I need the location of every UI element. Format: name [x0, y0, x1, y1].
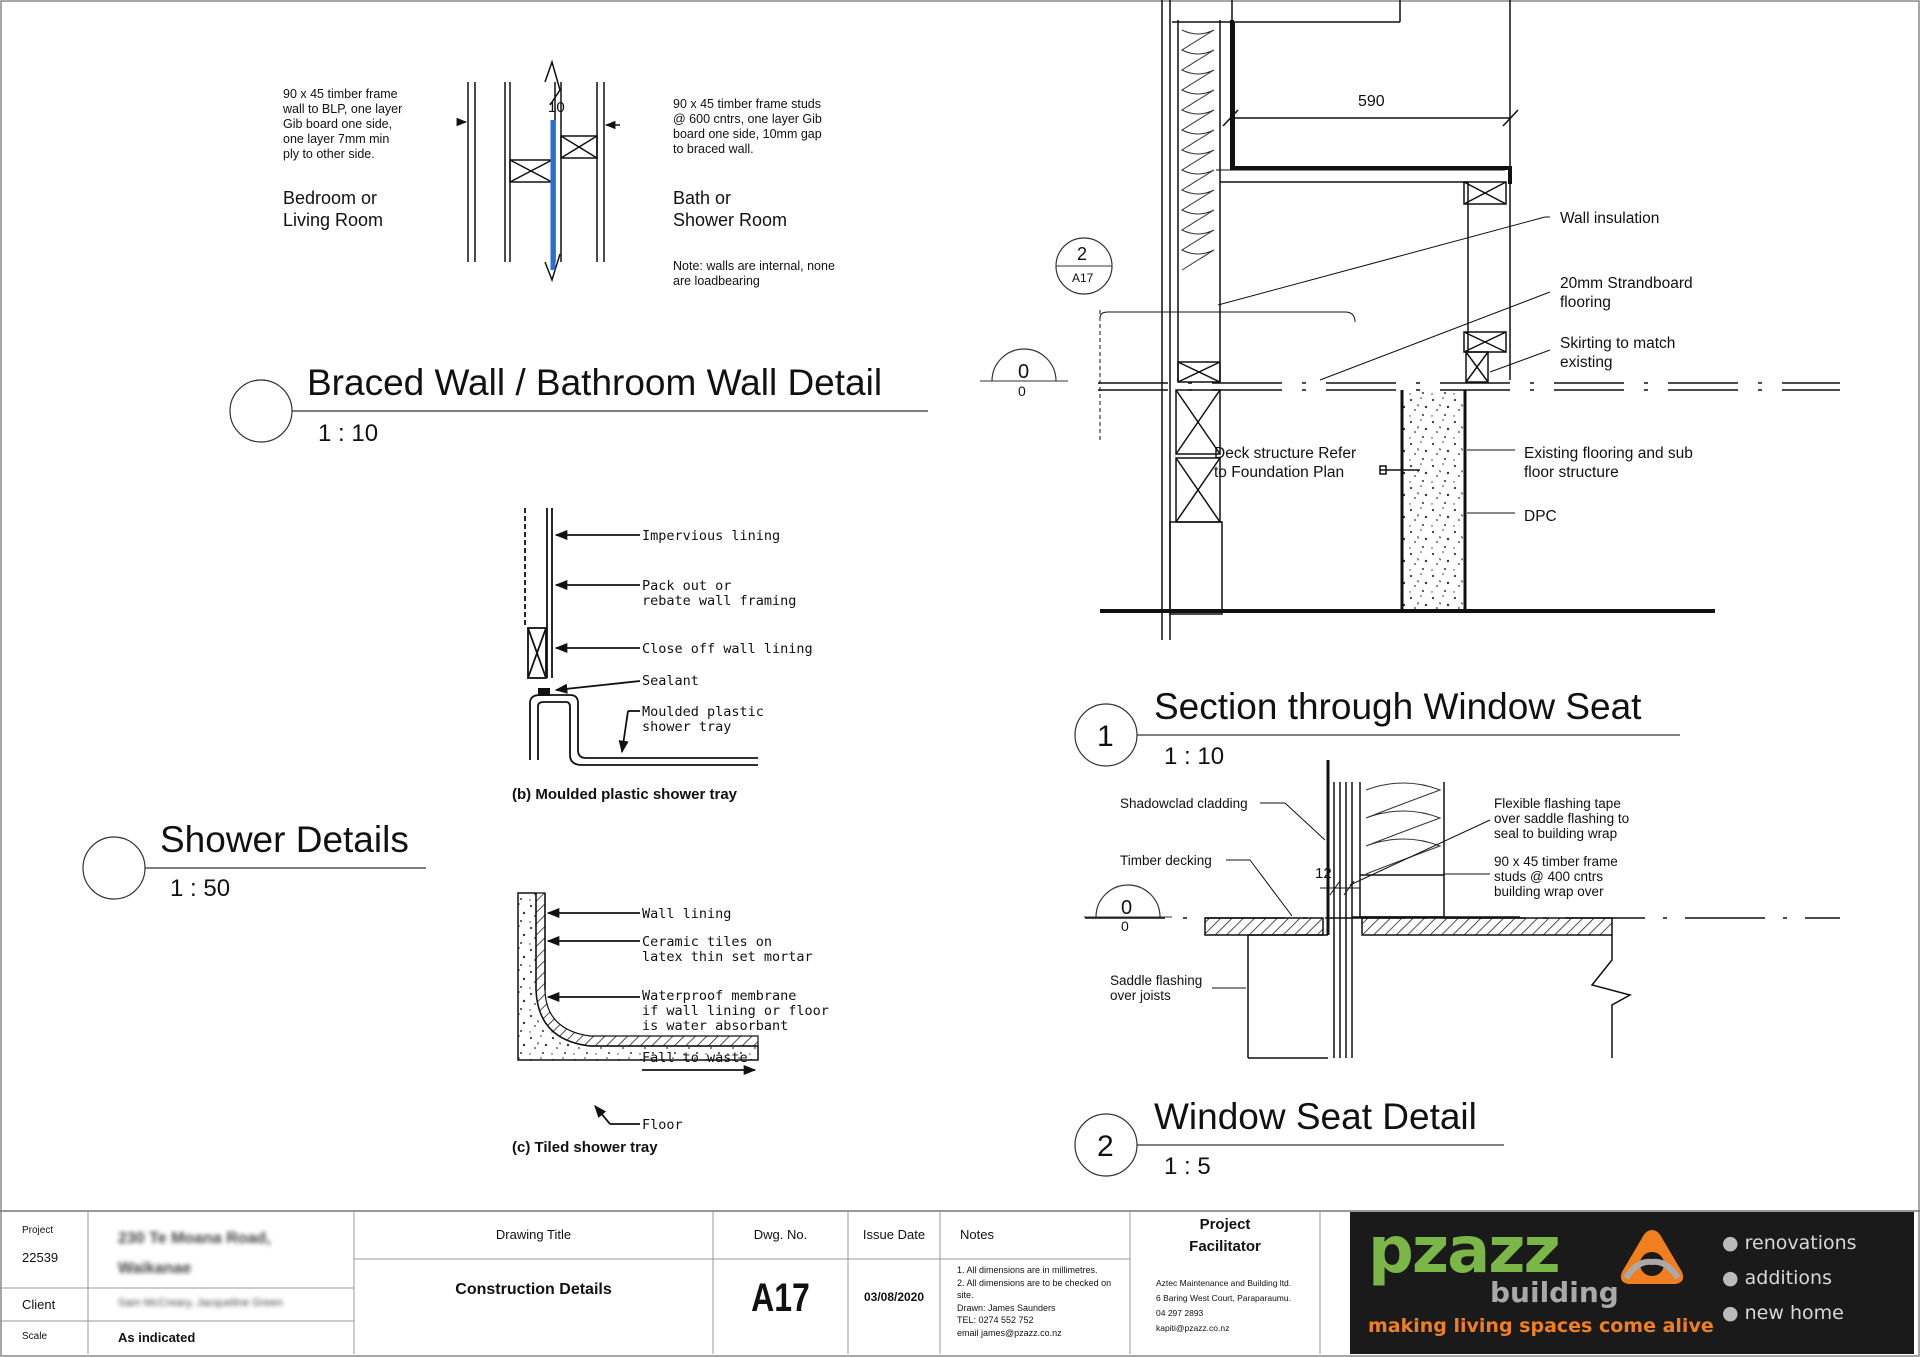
braced-wall-detail	[230, 62, 928, 447]
client-name: Sam McCreary, Jacqueline Green	[118, 1297, 283, 1309]
svg-text:0: 0	[1018, 383, 1026, 399]
braced-wall-left-note: 90 x 45 timber frame wall to BLP, one layer Gib board one side, one layer 7mm min ply to other side.	[283, 87, 403, 161]
brand-logo-text: pzazz	[1368, 1214, 1559, 1288]
issue-date-label: Issue Date	[862, 1227, 926, 1242]
section-window-seat	[980, 0, 1840, 770]
insulation-batt	[1182, 30, 1214, 270]
client-label: Client	[22, 1297, 56, 1312]
drawing-title-label: Drawing Title	[495, 1227, 572, 1242]
gap-dimension: 10	[548, 99, 565, 116]
scale-label: Scale	[22, 1331, 48, 1342]
brand-tagline: making living spaces come alive	[1368, 1315, 1714, 1337]
shadowclad-label: Shadowclad cladding	[1120, 796, 1248, 811]
seat-title: Window Seat Detail	[1154, 1096, 1477, 1137]
project-address-line1: 230 Te Moana Road,	[118, 1230, 271, 1247]
tray-c-labels: Wall lining Ceramic tiles on latex thin set mortar Waterproof membrane if wall lining or floor is water absorbant Fall to waste Floor	[642, 906, 829, 1133]
shower-scale: 1 : 50	[170, 875, 231, 902]
brand-logo-icon	[1618, 1226, 1686, 1288]
brand-panel	[1350, 1212, 1914, 1354]
strandboard-label: 20mm Strandboard flooring	[1560, 275, 1693, 311]
section-dimension: 590	[1358, 93, 1385, 110]
skirting-label: Skirting to match existing	[1560, 335, 1676, 371]
existing-floor-label: Existing flooring and sub floor structure	[1524, 445, 1693, 481]
shower-details	[83, 508, 837, 1156]
svg-text:0: 0	[1121, 918, 1129, 934]
shower-title: Shower Details	[160, 819, 409, 860]
deck-structure-label: Deck structure Refer to Foundation Plan	[1214, 445, 1357, 481]
flashing-tape-label: Flexible flashing tape over saddle flashing to seal to building wrap	[1494, 796, 1630, 841]
tray-b-caption: (b) Moulded plastic shower tray	[512, 786, 738, 803]
brand-services	[1722, 1226, 1857, 1331]
wall-insulation-label: Wall insulation	[1560, 210, 1660, 227]
project-address-line2: Waikanae	[118, 1260, 192, 1277]
saddle-flashing-label: Saddle flashing over joists	[1110, 973, 1203, 1003]
svg-text:0: 0	[1018, 361, 1030, 383]
section-level-marker	[980, 349, 1068, 399]
section-number: 1	[1097, 720, 1114, 753]
service-new-home: ● new home	[1722, 1302, 1844, 1324]
bedroom-label: Bedroom or Living Room	[283, 188, 384, 230]
notes-label: Notes	[960, 1227, 994, 1242]
drawing-title: Construction Details	[455, 1281, 612, 1298]
seat-level-marker	[1084, 885, 1172, 934]
dwg-no-label: Dwg. No.	[753, 1227, 808, 1242]
seat-dimension: 12	[1315, 865, 1332, 882]
braced-wall-title: Braced Wall / Bathroom Wall Detail	[307, 362, 883, 403]
detail-marker-circle	[230, 380, 292, 442]
issue-date: 03/08/2020	[863, 1290, 925, 1304]
bathroom-label: Bath or Shower Room	[673, 188, 788, 230]
tray-c-caption: (c) Tiled shower tray	[512, 1139, 658, 1156]
window-seat-detail	[1075, 760, 1840, 1180]
svg-text:2: 2	[1077, 244, 1088, 264]
studs-label: 90 x 45 timber frame studs @ 400 cntrs building wrap over	[1494, 854, 1618, 899]
service-additions: ● additions	[1722, 1267, 1832, 1289]
braced-wall-scale: 1 : 10	[318, 420, 379, 447]
seat-number: 2	[1097, 1130, 1114, 1163]
svg-text:A17: A17	[1072, 271, 1094, 285]
section-reference-bubble	[1056, 238, 1112, 294]
facilitator-label: Project Facilitator	[1189, 1216, 1261, 1255]
dpc-label: DPC	[1524, 508, 1557, 525]
facilitator-details: Aztec Maintenance and Building ltd. 6 Baring West Court, Paraparaumu. 04 297 2893 kapiti@pzazz.co.nz	[1156, 1278, 1292, 1333]
tray-b-labels: Impervious lining Pack out or rebate wall framing Close off wall lining Sealant Moulded plastic shower tray	[642, 528, 813, 735]
decking-label: Timber decking	[1120, 853, 1212, 868]
dwg-no: A17	[751, 1276, 810, 1320]
seat-scale: 1 : 5	[1164, 1153, 1211, 1180]
braced-wall-right-note: 90 x 45 timber frame studs @ 600 cntrs, one layer Gib board one side, 10mm gap to braced wall.	[673, 97, 822, 156]
svg-text:0: 0	[1121, 897, 1133, 919]
project-label: Project	[22, 1225, 54, 1236]
section-title: Section through Window Seat	[1154, 686, 1642, 727]
brand-subname: building	[1490, 1276, 1619, 1309]
section-scale: 1 : 10	[1164, 743, 1225, 770]
loadbearing-note: Note: walls are internal, none are loadbearing	[673, 259, 835, 288]
notes-list: 1. All dimensions are in millimetres. 2. All dimensions are to be checked on site. Drawn: James Saunders TEL: 0274 552 752 email james@pzazz.co.nz	[957, 1265, 1112, 1338]
project-number: 22539	[22, 1250, 59, 1265]
scale-value: As indicated	[118, 1330, 196, 1345]
service-renovations: ● renovations	[1722, 1232, 1857, 1254]
